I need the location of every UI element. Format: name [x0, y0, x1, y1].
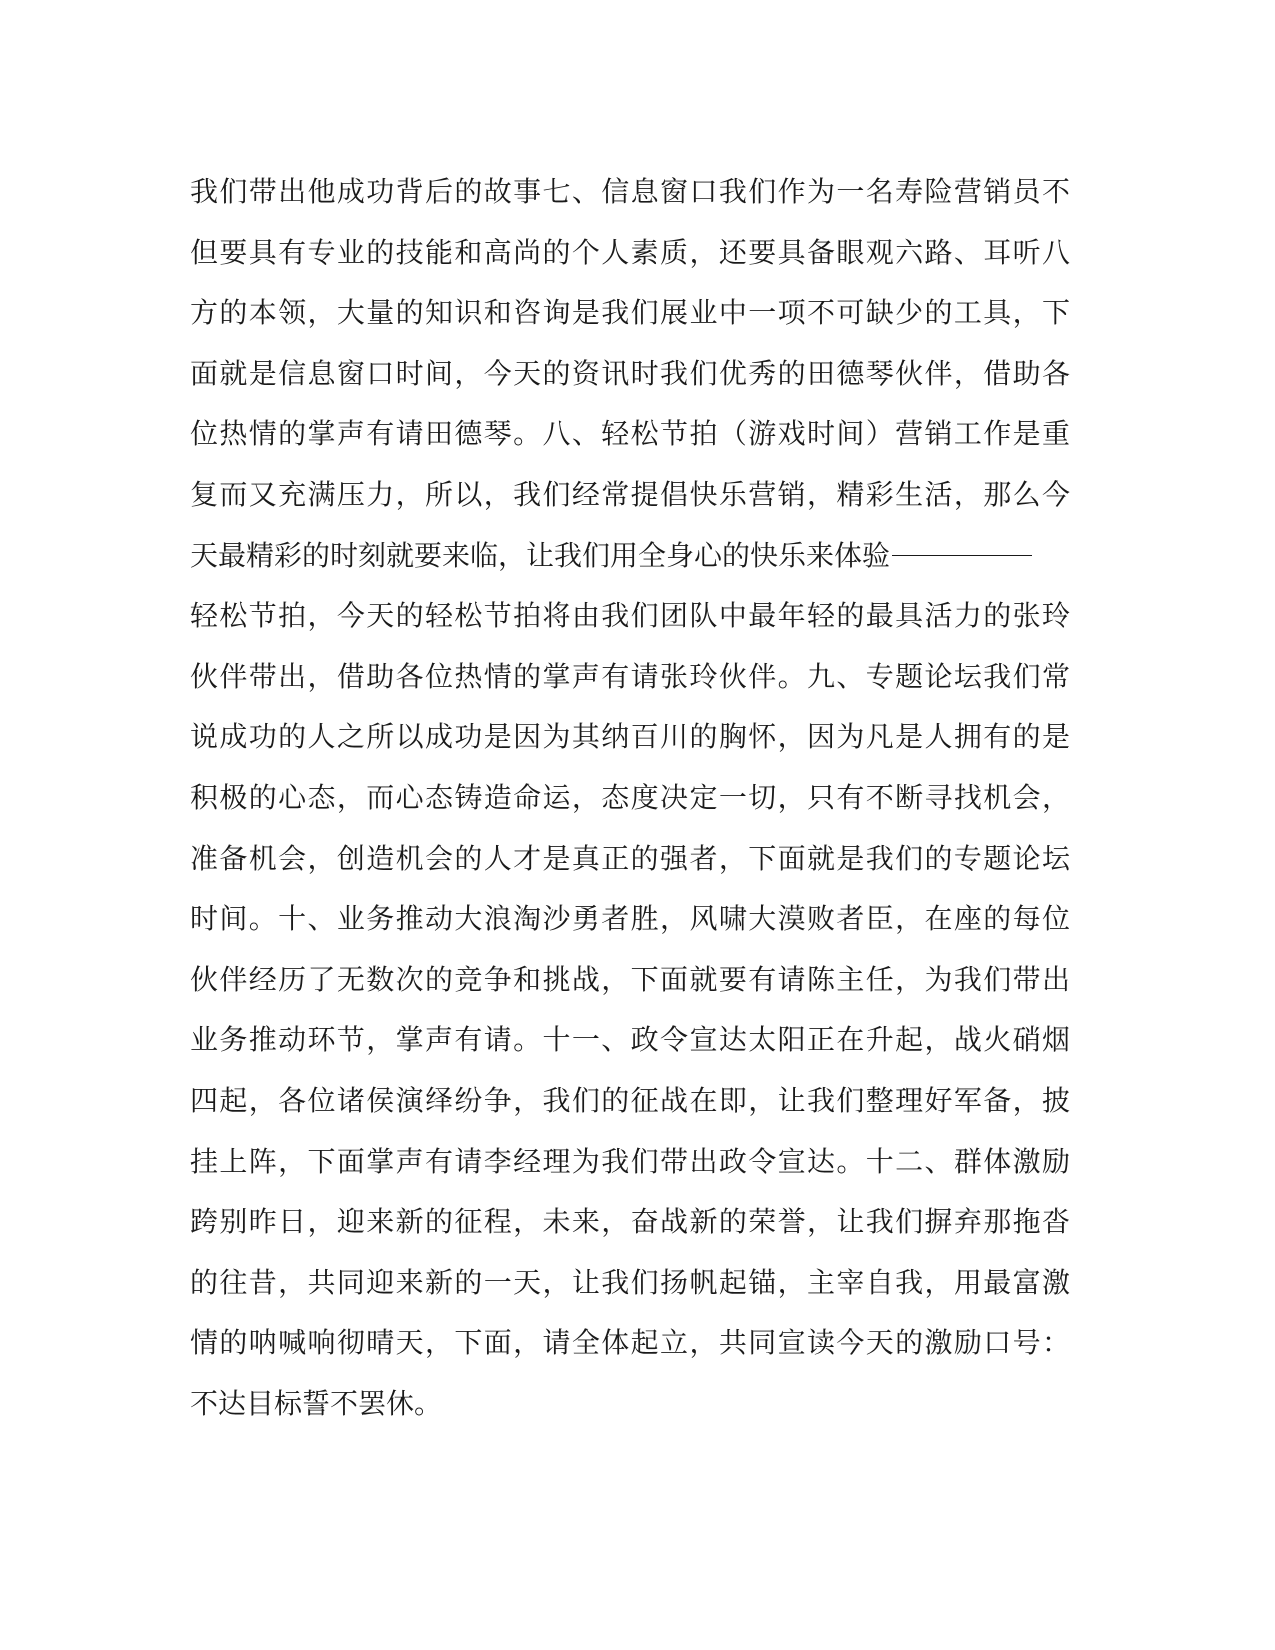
text-line: 说成功的人之所以成功是因为其纳百川的胸怀，因为凡是人拥有的是: [190, 720, 1070, 754]
text-line: 的往昔，共同迎来新的一天，让我们扬帆起锚，主宰自我，用最富激: [190, 1265, 1070, 1299]
text-line: 业务推动环节，掌声有请。十一、政令宣达太阳正在升起，战火硝烟: [190, 1023, 1070, 1057]
fill-in-blank-rule: [892, 555, 1032, 556]
text-line: 准备机会，创造机会的人才是真正的强者，下面就是我们的专题论坛: [190, 841, 1070, 875]
text-line: 轻松节拍，今天的轻松节拍将由我们团队中最年轻的最具活力的张玲: [190, 599, 1070, 633]
text-line: 情的呐喊响彻晴天，下面，请全体起立，共同宣读今天的激励口号：: [190, 1326, 1070, 1360]
text-line: 积极的心态，而心态铸造命运，态度决定一切，只有不断寻找机会，: [190, 780, 1070, 814]
text-line: 我们带出他成功背后的故事七、信息窗口我们作为一名寿险营销员不: [190, 175, 1070, 208]
text-line: 面就是信息窗口时间，今天的资讯时我们优秀的田德琴伙伴，借助各: [190, 356, 1070, 390]
text-line: 但要具有专业的技能和高尚的个人素质，还要具备眼观六路、耳听八: [190, 235, 1070, 269]
body-text: [190, 162, 1070, 1434]
text-line: 跨别昨日，迎来新的征程，未来，奋战新的荣誉，让我们摒弃那拖沓: [190, 1205, 1070, 1239]
text-line: 时间。十、业务推动大浪淘沙勇者胜，风啸大漠败者臣，在座的每位: [190, 902, 1070, 936]
text-line: 方的本领，大量的知识和咨询是我们展业中一项不可缺少的工具，下: [190, 296, 1070, 330]
text-line: 挂上阵，下面掌声有请李经理为我们带出政令宣达。十二、群体激励: [190, 1144, 1070, 1178]
text-line: 四起，各位诸侯演绎纷争，我们的征战在即，让我们整理好军备，披: [190, 1083, 1070, 1117]
text-line-with-blank: [190, 526, 1070, 587]
text-line: 天最精彩的时刻就要来临，让我们用全身心的快乐来体验: [190, 538, 891, 572]
text-line: 伙伴经历了无数次的竞争和挑战，下面就要有请陈主任，为我们带出: [190, 962, 1070, 996]
text-line: 不达目标誓不罢休。: [190, 1386, 443, 1420]
text-line: 伙伴带出，借助各位热情的掌声有请张玲伙伴。九、专题论坛我们常: [190, 659, 1070, 693]
text-line: 复而又充满压力，所以，我们经常提倡快乐营销，精彩生活，那么今: [190, 477, 1070, 511]
text-line: 位热情的掌声有请田德琴。八、轻松节拍（游戏时间）营销工作是重: [190, 417, 1070, 451]
